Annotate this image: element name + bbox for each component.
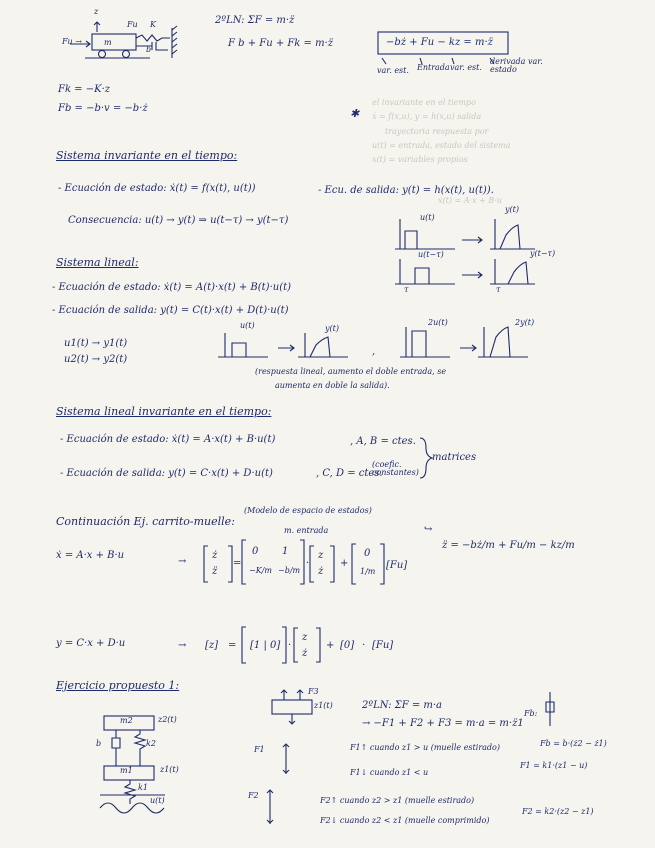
a21: −K/m xyxy=(249,566,272,575)
dot-3: · xyxy=(362,640,366,651)
linear-note-1: (respuesta lineal, aumento el doble entrada, se xyxy=(255,367,447,376)
force-equation: F b + Fu + Fk = m·z̈ xyxy=(228,38,334,49)
linear-plot-2u: 2u(t) xyxy=(428,318,448,327)
note-state-var: var. est. xyxy=(377,66,409,75)
exercise-f1-down: F1↓ cuando z1 < u xyxy=(350,768,429,777)
label-k1: k1 xyxy=(138,783,148,792)
example-arrow-2: → xyxy=(178,640,187,651)
plot-label-y-shift: y(t−τ) xyxy=(530,249,556,258)
cart-spring-diagram xyxy=(70,22,177,58)
label-b: b xyxy=(96,739,102,748)
example-subtitle: (Modelo de espacio de estados) xyxy=(244,506,372,515)
example-accel-eq: z̈ = −bż/m + Fu/m − kz/m xyxy=(442,540,575,551)
linear-note-2: aumenta en doble la salida). xyxy=(275,381,390,390)
label-f2: F2 xyxy=(248,791,259,800)
exercise-fb-label: Fb: xyxy=(524,709,538,718)
example-so: ↪ xyxy=(424,524,433,535)
label-u: u(t) xyxy=(150,796,165,805)
note-state-var-2: var. est. xyxy=(450,63,482,72)
lti-output-eq: - Ecuación de salida: y(t) = C·x(t) + D·u(t) xyxy=(60,468,273,479)
example-input-label: m. entrada xyxy=(284,526,329,535)
linear-plot-comma: , xyxy=(372,346,376,357)
plus-2: + xyxy=(326,640,335,651)
label-f1: F1 xyxy=(254,745,265,754)
a11: 0 xyxy=(252,546,259,557)
exercise-f2-down: F2↓ cuando z2 < z1 (muelle comprimido) xyxy=(320,816,490,825)
note-derivative: derivada var. estado xyxy=(490,57,543,75)
label-z1: z1(t) xyxy=(160,765,179,774)
equals-sign-2: = xyxy=(228,640,237,651)
plot-label-tau: τ xyxy=(404,285,409,294)
exercise-lcn: 2ºLN: ΣF = m·a xyxy=(362,700,443,711)
star-mark: ✱ xyxy=(350,107,360,120)
example-input: [Fu] xyxy=(386,560,408,571)
linear-plot-y: y(t) xyxy=(325,324,339,333)
b1: 0 xyxy=(364,548,371,559)
xdot-bottom: z̈ xyxy=(212,566,218,577)
lti-output-note: , C, D = ctes. xyxy=(316,468,383,479)
matrices-brace xyxy=(420,438,432,478)
x-top: z xyxy=(318,550,324,561)
xo-top: z xyxy=(302,632,308,643)
label-k2: k2 xyxy=(146,739,156,748)
equals-sign: = xyxy=(233,558,242,569)
label-m1: m1 xyxy=(120,766,133,775)
example-output-form: y = C·x + D·u xyxy=(56,638,126,649)
label-z2: z2(t) xyxy=(158,715,177,724)
plot-label-tau-2: τ xyxy=(496,285,501,294)
section-lti-title: Sistema lineal invariante en el tiempo: xyxy=(56,405,272,418)
a22: −b/m xyxy=(278,566,301,575)
matrix-d: [0] xyxy=(340,640,355,651)
xdot-top: ż xyxy=(212,550,218,561)
label-m2: m2 xyxy=(120,716,133,725)
linear-map-1: u1(t) → y1(t) xyxy=(64,338,128,349)
lti-state-note: , A, B = ctes. xyxy=(350,436,416,447)
invariant-consequence: Consecuencia: u(t) → y(t) ⇒ u(t−τ) → y(t−τ) xyxy=(68,215,289,226)
a12: 1 xyxy=(282,546,289,557)
exercise-f1-eq: F1 = k1·(z1 − u) xyxy=(520,761,588,770)
label-f3: F3 xyxy=(308,687,319,696)
x-bottom: ż xyxy=(318,566,324,577)
lti-coef-note: (coefic. constantes) xyxy=(372,460,419,478)
matrix-c: [1 | 0] xyxy=(250,640,281,651)
lti-state-eq: - Ecuación de estado: ẋ(t) = A·x(t) + B·u(t) xyxy=(60,434,276,445)
xo-bottom: ż xyxy=(302,648,308,659)
linear-plot-u: u(t) xyxy=(240,321,255,330)
invariant-plots xyxy=(395,219,535,284)
example-state-form: ẋ = A·x + B·u xyxy=(56,550,125,561)
plot-label-u-shift: u(t−τ) xyxy=(418,250,444,259)
notebook-page: el invariante en el tiempo ẋ = f(x,u), y = h(x,u) salida trayectoria respuesta por u(t) = entrada, estado del sistema x(t) = variables propios ẋ(t) = A·x + B·u z Fu K Fu → m b 2ºLN: ΣF = m·z̈ F b + Fu + Fk = m·z̈ −bż + Fu − kz = m·z̈ var. est. Entrada var. est. derivada var. estado Fk = −K·z Fb = −b·v = −b·ż ✱ Sistema invariante en el tiempo: - Ecuación de estado: ẋ(t) = f(x(t), u(t)) - Ecu. de salida: y(t) = h(x(t), u(t)). Consecuencia: u(t) → y(t) ⇒ u(t−τ) → y(t−τ) u(t) y(t) u(t−τ) y(t−τ) τ τ Sistema lineal: - Ecuación de estado: ẋ(t) = A(t)·x(t) + B(t)·u(t) - Ecuación de salida: y(t) = C(t)·x(t) + D(t)·u(t) u1(t) → y1(t) u2(t) → y2(t) u(t) y(t) , 2u(t) 2y(t) (respuesta lineal, aumento el doble entrada, se aumenta en doble la salida). Sistema lineal invariante en el tiempo: - Ecuación de estado: ẋ(t) = A·x(t) + B·u(t) , A, B = ctes. - Ecuación de salida: y(t) = C·x(t) + D·u(t) , C, D = ctes. (coefic. constantes) matrices (Modelo de espacio de estados) Continuación Ej. carrito-muelle: m. entrada ↪ z̈ = −bż/m + Fu/m − kz/m ẋ = A·x + B·u → ż z̈ = 0 1 −K/m −b/m · z ż + 0 1/m [Fu] y = C·x + D·u → [z] = [1 | 0] · z ż + [0] · [Fu] Ejercicio propuesto 1: 2ºLN: ΣF = m·a → −F1 + F2 + F3 = m·a = m·z̈1 F1↑ cuando z1 > u (muelle estirado) F1↓ cuando z1 < u F1 = k1·(z1 − u) F2↑ cuando z2 > z1 (muelle estirado) F2↓ cuando z2 < z1 (muelle comprimido) F2 = k2·(z2 − z1) Fb: Fb = b·(ż2 − ż1) m2 z2(t) b k2 m1 z1(t) k1 u(t) F1 F2 F3 z1(t) xyxy=(0,0,655,848)
note-input: Entrada xyxy=(417,63,450,72)
b2: 1/m xyxy=(360,567,376,576)
linear-output-eq: - Ecuación de salida: y(t) = C(t)·x(t) + D(t)·u(t) xyxy=(52,305,289,316)
example-output-y: [z] xyxy=(205,640,219,651)
linear-plot-2y: 2y(t) xyxy=(515,318,535,327)
invariant-output-eq: - Ecu. de salida: y(t) = h(x(t), u(t)). xyxy=(318,185,494,196)
lcn-label: 2ºLN: ΣF = m·z̈ xyxy=(215,15,295,26)
example-arrow-1: → xyxy=(178,556,187,567)
exercise-f2-up: F2↑ cuando z2 > z1 (muelle estirado) xyxy=(320,796,475,805)
example-input-2: [Fu] xyxy=(372,640,394,651)
section-invariant-title: Sistema invariante en el tiempo: xyxy=(56,149,238,162)
dot-2: · xyxy=(288,640,292,651)
exercise-fb-eq: Fb = b·(ż2 − ż1) xyxy=(540,739,607,748)
plot-label-u: u(t) xyxy=(420,213,435,222)
plus-1: + xyxy=(340,558,349,569)
force-equation-boxed: −bż + Fu − kz = m·z̈ xyxy=(386,37,493,48)
exercise-f2-eq: F2 = k2·(z2 − z1) xyxy=(522,807,594,816)
plot-label-y: y(t) xyxy=(505,205,519,214)
exercise-title: Ejercicio propuesto 1: xyxy=(56,679,180,692)
section-linear-title: Sistema lineal: xyxy=(56,256,139,269)
exercise-f1-up: F1↑ cuando z1 > u (muelle estirado) xyxy=(350,743,500,752)
spring-force: Fk = −K·z xyxy=(58,84,111,95)
invariant-state-eq: - Ecuación de estado: ẋ(t) = f(x(t), u(t)) xyxy=(58,183,256,194)
example-title: Continuación Ej. carrito-muelle: xyxy=(56,515,235,528)
exercise-sum-eq: → −F1 + F2 + F3 = m·a = m·z̈1 xyxy=(362,718,524,729)
damper-force: Fb = −b·v = −b·ż xyxy=(58,103,148,114)
linear-map-2: u2(t) → y2(t) xyxy=(64,354,128,365)
linear-state-eq: - Ecuación de estado: ẋ(t) = A(t)·x(t) + B(t)·u(t) xyxy=(52,282,292,293)
lti-matrices-note: matrices xyxy=(432,452,477,463)
dot-1: · xyxy=(306,558,310,569)
label-z1-fbd: z1(t) xyxy=(314,701,333,710)
